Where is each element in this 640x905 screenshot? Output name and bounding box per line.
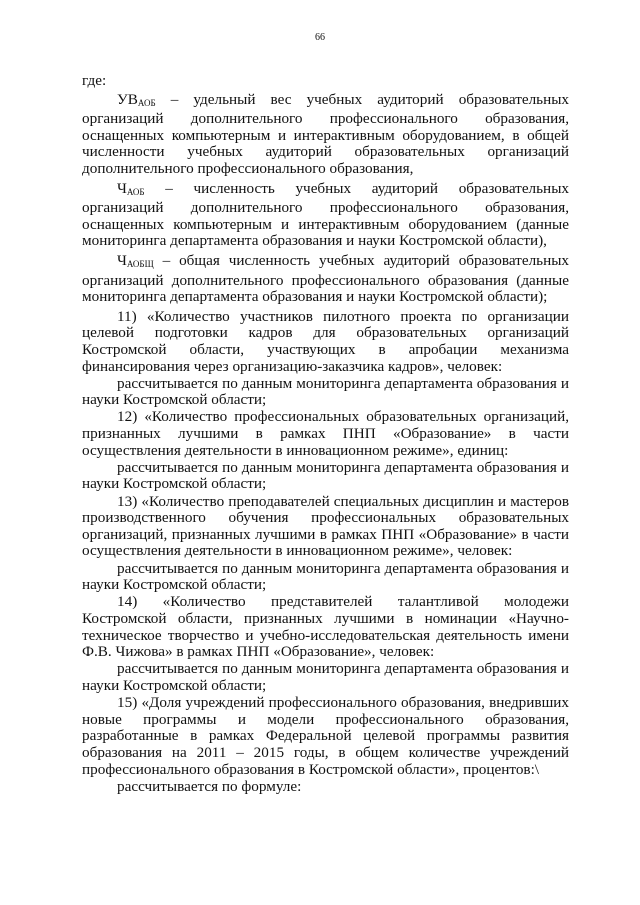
definition-text: – общая численность учебных аудиторий образовательных организаций дополнительного профессионального образования (данные мониторинга департамента образования и науки Костромской области); [82, 251, 569, 306]
item-13-calc: рассчитывается по данным мониторинга департамента образования и науки Костромской области; [82, 559, 569, 594]
item-11-calc: рассчитывается по данным мониторинга департамента образования и науки Костромской области; [82, 374, 569, 409]
definition-symbol: Ч [117, 179, 127, 197]
definition-ch-aobshch [82, 253, 569, 306]
item-12-calc: рассчитывается по данным мониторинга департамента образования и науки Костромской области; [82, 458, 569, 493]
item-12-title: 12) «Количество профессиональных образовательных организаций, признанных лучшими в рамках ПНП «Образование» в части осуществления деятельности в инновационном режиме», единиц: [82, 408, 569, 459]
definition-symbol: УВ [117, 90, 138, 108]
page-number: 66 [315, 32, 325, 43]
item-13-title: 13) «Количество преподавателей специальных дисциплин и мастеров производственного обучения профессиональных образовательных организаций, признанных лучшими в рамках ПНП «Образование» в части осуществления деятельности в инновационном режиме», человек: [82, 492, 569, 560]
definition-text: – удельный вес учебных аудиторий образовательных организаций дополнительного профессионального образования, оснащенных компьютерным и интерактивным оборудованием, в общей численности учебных аудиторий образовательных организаций дополнительного профессионального образования, [82, 90, 569, 177]
definition-ch-aob [82, 181, 569, 250]
definition-text: – численность учебных аудиторий образовательных организаций дополнительного профессионального образования, оснащенных компьютерным и интерактивным оборудованием (данные мониторинга департамента образования и науки Костромской области), [82, 179, 569, 250]
document-body [82, 73, 569, 796]
definition-subscript: АОБ [126, 186, 145, 197]
definition-subscript: АОБ [137, 97, 156, 108]
item-15-calc: рассчитывается по формуле: [117, 777, 302, 795]
definition-subscript: АОБЩ [126, 258, 154, 269]
where-label: где: [82, 72, 107, 89]
definition-symbol: Ч [117, 251, 127, 269]
item-15-title: 15) «Доля учреждений профессионального образования, внедривших новые программы и модели профессионального образования, разработанные в рамках Федеральной целевой программы развития образования на 2011 – 2015 годы, в общем количестве учреждений профессионального образования в Костромской области», процентов:\ [82, 694, 569, 778]
definition-uv-aob [82, 92, 569, 178]
item-11-title: 11) «Количество участников пилотного проекта по организации целевой подготовки кадров для образовательных организаций Костромской области, участвующих в апробации механизма финансирования через организацию-заказчика кадров», человек: [82, 307, 569, 375]
item-14-calc: рассчитывается по данным мониторинга департамента образования и науки Костромской области; [82, 660, 569, 694]
item-14-title: 14) «Количество представителей талантливой молодежи Костромской области, признанных лучшими в номинации «Научно-техническое творчество и учебно-исследовательская деятельность имени Ф.В. Чижова» в рамках ПНП «Образование», человек: [82, 593, 569, 661]
definitions [82, 92, 569, 306]
